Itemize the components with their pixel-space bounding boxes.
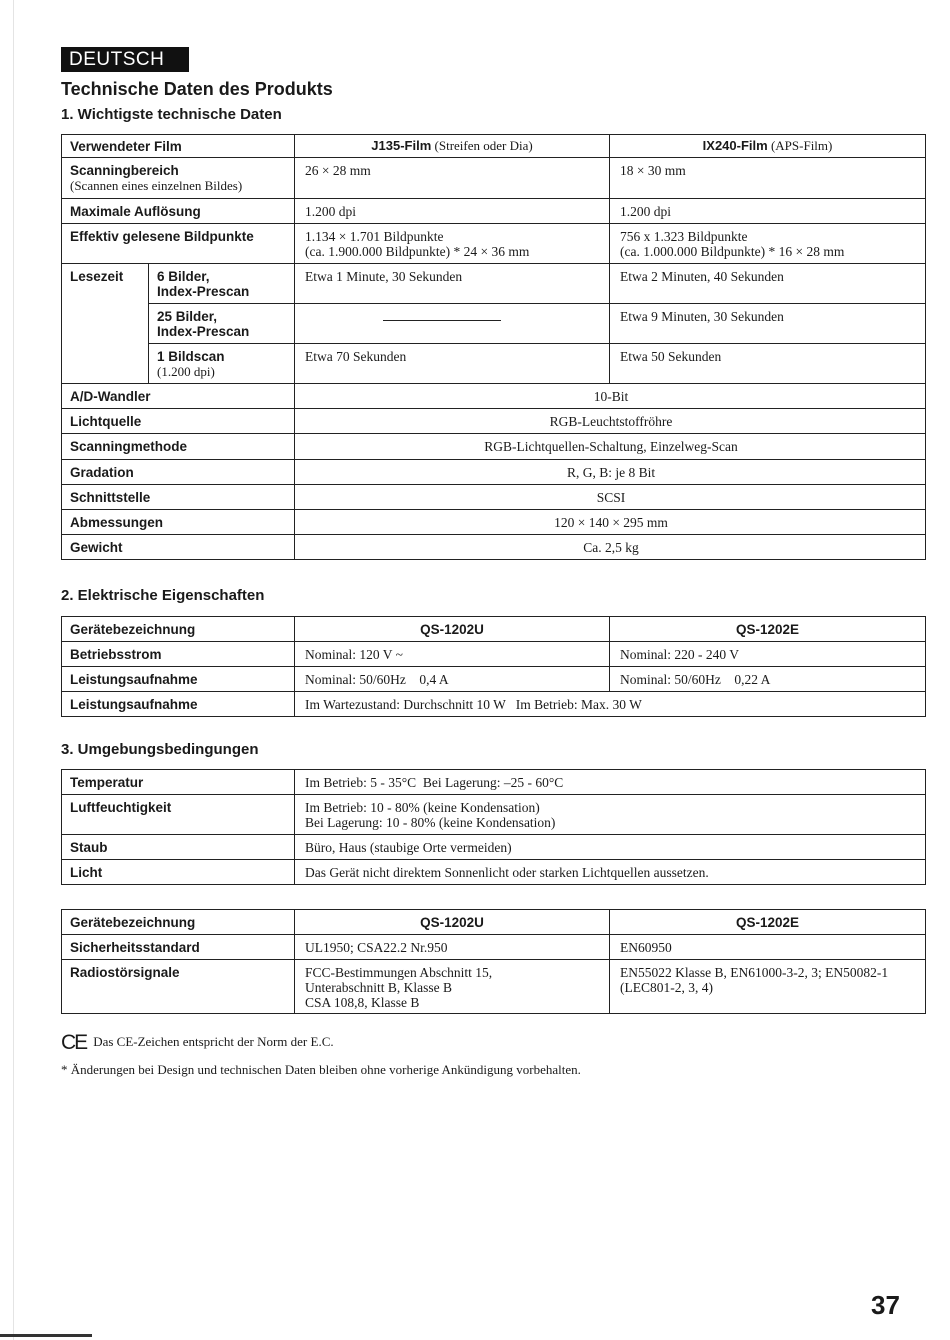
table-row	[62, 692, 926, 717]
cell-value: 10-Bit	[295, 384, 926, 409]
cell-value: RGB-Leuchtstoffröhre	[295, 409, 926, 434]
row-label-scan-method: Scanningmethode	[62, 434, 295, 460]
row-label-gradation: Gradation	[62, 460, 295, 485]
sub-label-line: 6 Bilder,	[157, 269, 210, 284]
value-line: EN55022 Klasse B, EN61000-3-2, 3; EN50082-1	[620, 965, 889, 980]
sub-label-25-images	[149, 304, 295, 344]
cell-value: Etwa 9 Minuten, 30 Sekunden	[610, 304, 926, 344]
column-header-j135	[295, 135, 610, 158]
cell-value-pixels-ix240	[610, 224, 926, 264]
table-row	[62, 835, 926, 860]
language-badge: DEUTSCH	[61, 47, 189, 72]
cell-value: Etwa 50 Sekunden	[610, 344, 926, 384]
cell-value-humidity	[295, 795, 926, 835]
cell-value: 1.200 dpi	[610, 199, 926, 224]
row-label-power-consumption: Leistungsaufnahme	[62, 667, 295, 692]
table-row	[62, 460, 926, 485]
column-header-qs1202e: QS-1202E	[610, 910, 926, 935]
row-label-operating-current: Betriebsstrom	[62, 642, 295, 667]
page-number: 37	[871, 1290, 900, 1320]
ce-note	[61, 1031, 334, 1055]
value-line: Unterabschnitt B, Klasse B	[305, 980, 452, 995]
cell-value: Etwa 1 Minute, 30 Sekunden	[295, 264, 610, 304]
dash-line	[383, 320, 501, 321]
section-2-title: 2. Elektrische Eigenschaften	[61, 587, 265, 604]
column-header-qs1202u: QS-1202U	[295, 617, 610, 642]
scan-margin-line	[13, 0, 14, 1340]
scan-edge-mark	[0, 1334, 92, 1337]
table-row	[62, 860, 926, 885]
value-line: Im Betrieb: 10 - 80% (keine Kondensation)	[305, 800, 540, 815]
row-label-temperature: Temperatur	[62, 770, 295, 795]
cell-value: EN60950	[610, 935, 926, 960]
ce-note-text: Das CE-Zeichen entspricht der Norm der E.C.	[93, 1034, 334, 1049]
table-row	[62, 304, 926, 344]
table-row	[62, 770, 926, 795]
electrical-table	[61, 616, 926, 717]
row-label-max-resolution: Maximale Auflösung	[62, 199, 295, 224]
section-3-title: 3. Umgebungsbedingungen	[61, 741, 259, 758]
table-row	[62, 384, 926, 409]
row-label-ad-converter: A/D-Wandler	[62, 384, 295, 409]
cell-value: SCSI	[295, 485, 926, 510]
disclaimer-note: * Änderungen bei Design und technischen Daten bleiben ohne vorherige Ankündigung vorbehalten.	[61, 1062, 581, 1077]
column-header-device: Gerätebezeichnung	[62, 910, 295, 935]
table-row	[62, 910, 926, 935]
cell-value-radio-e	[610, 960, 926, 1014]
table-row	[62, 135, 926, 158]
cell-value: R, G, B: je 8 Bit	[295, 460, 926, 485]
sub-label-line: 1 Bildscan	[157, 349, 225, 364]
table-row	[62, 642, 926, 667]
cell-value-radio-u	[295, 960, 610, 1014]
row-label-radio-interference: Radiostörsignale	[62, 960, 295, 1014]
sub-label-note: (1.200 dpi)	[157, 364, 215, 379]
cell-value: Nominal: 50/60Hz 0,4 A	[295, 667, 610, 692]
sub-label-line: Index-Prescan	[157, 284, 250, 299]
row-label-power-consumption: Leistungsaufnahme	[62, 692, 295, 717]
table-row	[62, 485, 926, 510]
table-row	[62, 535, 926, 560]
cell-value: 18 × 30 mm	[610, 158, 926, 199]
cell-value: UL1950; CSA22.2 Nr.950	[295, 935, 610, 960]
value-line: CSA 108,8, Klasse B	[305, 995, 420, 1010]
ix240-sublabel: (APS-Film)	[767, 138, 833, 153]
j135-label: J135-Film	[371, 138, 432, 153]
cell-value: 26 × 28 mm	[295, 158, 610, 199]
table-row	[62, 795, 926, 835]
value-line: 1.134 × 1.701 Bildpunkte	[305, 229, 444, 244]
row-label-weight: Gewicht	[62, 535, 295, 560]
cell-value: Etwa 70 Sekunden	[295, 344, 610, 384]
section-1-title: 1. Wichtigste technische Daten	[61, 106, 282, 123]
value-line: 756 x 1.323 Bildpunkte	[620, 229, 748, 244]
value-line: FCC-Bestimmungen Abschnitt 15,	[305, 965, 493, 980]
value-line: (ca. 1.000.000 Bildpunkte) * 16 × 28 mm	[620, 244, 845, 259]
row-sublabel: (Scannen eines einzelnen Bildes)	[70, 178, 243, 193]
table-row	[62, 434, 926, 460]
column-header-ix240	[610, 135, 926, 158]
table-row	[62, 935, 926, 960]
ce-mark-icon: CE	[61, 1031, 87, 1054]
value-line: (ca. 1.900.000 Bildpunkte) * 24 × 36 mm	[305, 244, 530, 259]
cell-value: RGB-Lichtquellen-Schaltung, Einzelweg-Scan	[295, 434, 926, 460]
table-row	[62, 199, 926, 224]
column-header-qs1202e: QS-1202E	[610, 617, 926, 642]
row-label-humidity: Luftfeuchtigkeit	[62, 795, 295, 835]
row-label-scan-area	[62, 158, 295, 199]
table-row	[62, 344, 926, 384]
table-row	[62, 264, 926, 304]
row-label-text: Scanningbereich	[70, 163, 179, 178]
row-label-pixels: Effektiv gelesene Bildpunkte	[62, 224, 295, 264]
cell-value: Nominal: 50/60Hz 0,22 A	[610, 667, 926, 692]
cell-value: 1.200 dpi	[295, 199, 610, 224]
row-label-dust: Staub	[62, 835, 295, 860]
cell-value: Im Betrieb: 5 - 35°C Bei Lagerung: –25 - 60°C	[295, 770, 926, 795]
table-row	[62, 617, 926, 642]
cell-value: Nominal: 220 - 240 V	[610, 642, 926, 667]
sub-label-line: Index-Prescan	[157, 324, 250, 339]
column-header-device: Gerätebezeichnung	[62, 617, 295, 642]
row-label-light-source: Lichtquelle	[62, 409, 295, 434]
main-specs-table	[61, 134, 926, 560]
cell-value: 120 × 140 × 295 mm	[295, 510, 926, 535]
cell-value: Büro, Haus (staubige Orte vermeiden)	[295, 835, 926, 860]
standards-table	[61, 909, 926, 1014]
table-row	[62, 960, 926, 1014]
column-header-qs1202u: QS-1202U	[295, 910, 610, 935]
cell-value: Das Gerät nicht direktem Sonnenlicht oder starken Lichtquellen aussetzen.	[295, 860, 926, 885]
value-line: Bei Lagerung: 10 - 80% (keine Kondensation)	[305, 815, 556, 830]
environment-table	[61, 769, 926, 885]
row-label-safety-standard: Sicherheitsstandard	[62, 935, 295, 960]
document-title: Technische Daten des Produkts	[61, 79, 333, 99]
cell-value: Etwa 2 Minuten, 40 Sekunden	[610, 264, 926, 304]
table-row	[62, 510, 926, 535]
cell-value: Im Wartezustand: Durchschnitt 10 W Im Betrieb: Max. 30 W	[295, 692, 926, 717]
cell-value: Nominal: 120 V ~	[295, 642, 610, 667]
row-label-read-time: Lesezeit	[62, 264, 149, 384]
table-row	[62, 409, 926, 434]
ix240-label: IX240-Film	[702, 138, 768, 153]
cell-value: Ca. 2,5 kg	[295, 535, 926, 560]
cell-value-not-applicable	[295, 304, 610, 344]
sub-label-single-scan	[149, 344, 295, 384]
value-line: (LEC801-2, 3, 4)	[620, 980, 713, 995]
sub-label-6-images	[149, 264, 295, 304]
row-label-interface: Schnittstelle	[62, 485, 295, 510]
j135-sublabel: (Streifen oder Dia)	[431, 138, 533, 153]
table-row	[62, 667, 926, 692]
table-row	[62, 224, 926, 264]
cell-value-pixels-j135	[295, 224, 610, 264]
table-row	[62, 158, 926, 199]
column-header-film: Verwendeter Film	[62, 135, 295, 158]
sub-label-line: 25 Bilder,	[157, 309, 218, 324]
row-label-dimensions: Abmessungen	[62, 510, 295, 535]
row-label-light: Licht	[62, 860, 295, 885]
